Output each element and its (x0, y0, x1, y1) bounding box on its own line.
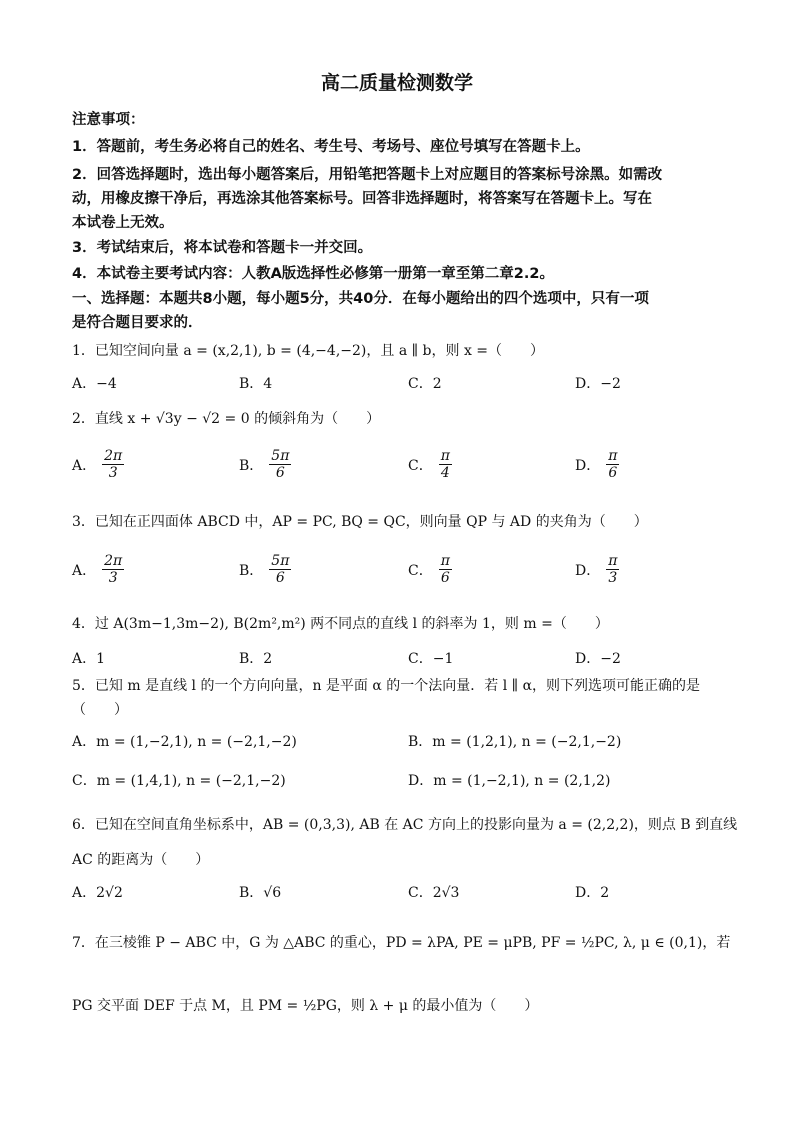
question-3-stem: 3．已知在正四面体 ABCD 中，AP = PC, BQ = QC，则向量 QP 与 AD 的夹角为（ ） (72, 514, 648, 530)
question-4-stem: 4．过 A(3m−1,3m−2), B(2m²,m²) 两不同点的直线 l 的斜率为 1，则 m =（ ） (72, 616, 609, 632)
fraction: $\frac{\pi}{6}$ (440, 553, 450, 586)
option-c: C．2 (408, 376, 442, 392)
option-a: A．2√2 (72, 885, 123, 901)
fraction: $\frac{\pi}{6}$ (608, 448, 618, 481)
option-d: D．−2 (575, 651, 621, 667)
fraction: $\frac{\pi}{3}$ (608, 553, 618, 586)
option-b: B．√6 (239, 885, 282, 901)
notice-heading: 注意事项： (72, 112, 145, 128)
option-b: B．2 (239, 651, 273, 667)
section-heading: 一、选择题：本题共8小题，每小题5分，共40分．在每小题给出的四个选项中，只有一项 (72, 291, 649, 307)
option-d: D．−2 (575, 376, 621, 392)
option-b: B． $\frac{5\pi}{6}$ (239, 448, 290, 481)
question-7-stem: 7．在三棱锥 P − ABC 中，G 为 △ABC 的重心，PD = λPA, PE = μPB, PF = ½PC, λ, μ ∈ (0,1)，若 (72, 935, 731, 951)
notice-item-1: 1．答题前，考生务必将自己的姓名、考生号、考场号、座位号填写在答题卡上。 (72, 139, 590, 155)
notice-item-2: 2．回答选择题时，选出每小题答案后，用铅笔把答题卡上对应题目的答案标号涂黑。如需改 (72, 167, 663, 183)
option-a: A． $\frac{2\pi}{3}$ (72, 553, 123, 586)
option-d: D． $\frac{\pi}{3}$ (575, 553, 618, 586)
option-c: C． $\frac{\pi}{6}$ (408, 553, 450, 586)
option-d: D．2 (575, 885, 610, 901)
option-c: C．m = (1,4,1), n = (−2,1,−2) (72, 773, 286, 789)
section-heading-cont: 是符合题目要求的． (72, 315, 203, 331)
option-a: A．1 (72, 651, 106, 667)
option-a: A．−4 (72, 376, 117, 392)
notice-item-2-cont2: 本试卷上无效。 (72, 215, 174, 231)
question-2-stem: 2．直线 x + √3y − √2 = 0 的倾斜角为（ ） (72, 411, 381, 427)
fraction: $\frac{2\pi}{3}$ (104, 553, 123, 586)
option-b: B． $\frac{5\pi}{6}$ (239, 553, 290, 586)
option-d: D． $\frac{\pi}{6}$ (575, 448, 618, 481)
page-title: 高二质量检测数学 (320, 72, 473, 94)
option-b: B．4 (239, 376, 273, 392)
option-c: C．−1 (408, 651, 454, 667)
question-6-stem-cont: AC 的距离为（ ） (72, 852, 210, 868)
question-6-stem: 6．已知在空间直角坐标系中，AB = (0,3,3), AB 在 AC 方向上的投影向量为 a = (2,2,2)，则点 B 到直线 (72, 817, 738, 833)
option-a: A． $\frac{2\pi}{3}$ (72, 448, 123, 481)
fraction: $\frac{2\pi}{3}$ (104, 448, 123, 481)
option-c: C．2√3 (408, 885, 460, 901)
option-a: A．m = (1,−2,1), n = (−2,1,−2) (72, 734, 297, 750)
notice-item-2-cont: 动，用橡皮擦干净后，再选涂其他答案标号。回答非选择题时，将答案写在答题卡上。写在 (72, 191, 652, 207)
option-c: C． $\frac{\pi}{4}$ (408, 448, 450, 481)
question-5-stem-cont: （ ） (72, 702, 128, 718)
notice-item-4: 4．本试卷主要考试内容：人教A版选择性必修第一册第一章至第二章2.2。 (72, 266, 554, 282)
fraction: $\frac{5\pi}{6}$ (271, 448, 290, 481)
question-7-stem-cont: PG 交平面 DEF 于点 M，且 PM = ½PG，则 λ + μ 的最小值为（ ） (72, 998, 539, 1014)
question-1-stem: 1．已知空间向量 a = (x,2,1), b = (4,−4,−2)，且 a ∥ b，则 x =（ ） (72, 343, 545, 359)
notice-item-3: 3．考试结束后，将本试卷和答题卡一并交回。 (72, 240, 373, 256)
option-b: B．m = (1,2,1), n = (−2,1,−2) (408, 734, 622, 750)
fraction: $\frac{\pi}{4}$ (440, 448, 450, 481)
fraction: $\frac{5\pi}{6}$ (271, 553, 290, 586)
option-d: D．m = (1,−2,1), n = (2,1,2) (408, 773, 611, 789)
question-5-stem: 5．已知 m 是直线 l 的一个方向向量，n 是平面 α 的一个法向量．若 l ∥ α，则下列选项可能正确的是 (72, 678, 701, 694)
